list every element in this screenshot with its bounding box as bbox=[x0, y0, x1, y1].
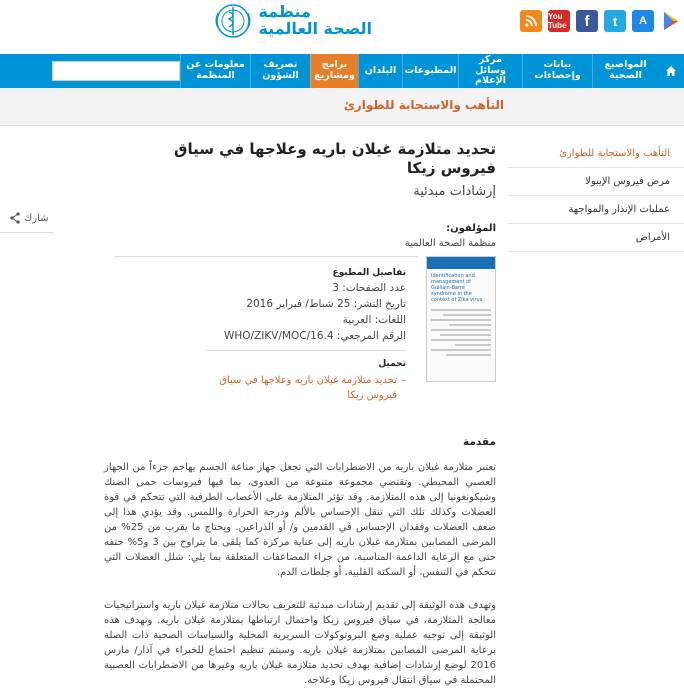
page-subtitle: إرشادات مبدئية bbox=[413, 183, 496, 199]
section-title[interactable]: التأهب والاستجابة للطوارئ bbox=[343, 98, 504, 112]
download-link[interactable] bbox=[206, 373, 406, 403]
nav-governance[interactable]: تصريف الشؤون bbox=[250, 54, 310, 88]
home-icon[interactable] bbox=[658, 54, 684, 88]
page-title: تحديد متلازمة غيلان باريه وعلاجها في سياق فيروس زيكا bbox=[174, 140, 496, 177]
section-banner bbox=[0, 88, 684, 126]
main-nav bbox=[0, 54, 684, 88]
twitter-icon[interactable]: t bbox=[604, 10, 626, 32]
thumbnail-text-lines bbox=[431, 309, 491, 356]
facebook-icon[interactable]: f bbox=[576, 10, 598, 32]
bullet-dash: – bbox=[401, 375, 406, 386]
nav-countries[interactable]: البلدان bbox=[358, 54, 402, 88]
nav-search bbox=[0, 54, 180, 88]
rss-icon[interactable] bbox=[520, 10, 542, 32]
details-divider bbox=[206, 350, 406, 351]
download-heading: تحميل bbox=[378, 359, 406, 369]
nav-programmes[interactable]: برامج ومشاريع bbox=[310, 54, 358, 88]
share-divider bbox=[0, 232, 54, 233]
sidebar bbox=[508, 140, 684, 252]
reference-number: الرقم المرجعي: WHO/ZIKV/MOC/16.4 bbox=[224, 330, 406, 342]
publication-date: تاريخ النشر: 25 شباط/ فبراير 2016 bbox=[246, 298, 406, 310]
social-links bbox=[520, 10, 682, 32]
logo-text bbox=[258, 4, 372, 38]
search-input[interactable] bbox=[52, 61, 180, 81]
intro-paragraph-1: تعتبر متلازمة غيلان باريه من الاضطرابات التي تجعل جهاز مناعة الجسم يهاجم جزءاً من الجهاز العصبي المحيطي. وتقتضي مجموعة متنوعة من العدوى، بما فيها فيروسات حمى الضنك وشيكونغونيا إلى هذه المتلازمة. وقد تؤثر المتلازمة على الأعصاب الطرفية التي تتحكم في قوة العضلات وكذلك تلك التي تنقل الإحساس بالألم ودرجة الحرارة واللمس. وقد يؤدي هذا إلى ضعف العضلات وفقدان الإحساس في القدمين و/ أو الذراعين. ويحتاج ما يقرب من 25% من المرضى المصابين بمتلازمة غيلان باريه إلى عناية مركزة كما يلقى ما يتراوح بين 3 و5% حتفه حتى مع الرعاية الداعمة المناسبة، من جراء المضاعفات المتعلقة بما يلي: شلل العضلات التي تتحكم في التنفس، أو السكتة القلبية، أو جلطات الدم. bbox=[104, 462, 496, 578]
nav-media-centre[interactable]: مركز وسائل الإعلام bbox=[458, 54, 522, 88]
nav-publications[interactable]: المطبوعات bbox=[402, 54, 458, 88]
sidebar-item-emergencies[interactable]: التأهب والاستجابة للطوارئ bbox=[508, 140, 684, 168]
sidebar-item-ebola[interactable]: مرض فيروس الإيبولا bbox=[508, 168, 684, 196]
youtube-icon[interactable]: You Tube bbox=[548, 10, 570, 32]
nav-health-topics[interactable]: المواضيع الصحية bbox=[592, 54, 658, 88]
app-store-icon[interactable]: A bbox=[632, 10, 654, 32]
pages-count: عدد الصفحات: 3 bbox=[332, 282, 406, 294]
main-content bbox=[116, 140, 496, 401]
publication-cover-thumbnail[interactable] bbox=[426, 256, 496, 382]
google-play-icon[interactable] bbox=[660, 10, 682, 32]
share-icon bbox=[10, 212, 20, 224]
details-heading: تفاصيل المطبوع bbox=[332, 268, 406, 278]
who-logo[interactable] bbox=[212, 2, 372, 40]
authors-heading: المؤلفون: bbox=[446, 222, 496, 234]
logo-line-1: منظمة bbox=[258, 2, 311, 22]
publication-details bbox=[206, 268, 406, 403]
nav-about-who[interactable]: معلومات عن المنظمة bbox=[180, 54, 250, 88]
sidebar-item-alert-response[interactable]: عمليات الإنذار والمواجهة bbox=[508, 196, 684, 224]
who-emblem-icon bbox=[212, 2, 254, 40]
publication-divider bbox=[114, 256, 418, 257]
authors-value: منظمة الصحة العالمية bbox=[404, 237, 496, 249]
share-label: شارك bbox=[24, 212, 49, 224]
languages: اللغات: العربية bbox=[342, 314, 406, 326]
nav-data-statistics[interactable]: بيانات وإحصاءات bbox=[522, 54, 592, 88]
logo-line-2: الصحة العالمية bbox=[258, 19, 372, 38]
share-button[interactable] bbox=[10, 212, 49, 224]
sidebar-item-diseases[interactable]: الأمراض bbox=[508, 224, 684, 252]
intro-paragraph-2: وتهدف هذه الوثيقة إلى تقديم إرشادات مبدئية للتعريف بحالات متلازمة غيلان باريه واستراتيجيات معالجة المتلازمة، في سياق فيروس زيكا واحتمال ارتباطها بمتلازمة غيلان باريه. وتهدف هذه الوثيقة إلى توجيه عملية وضع البروتوكولات السريرية المحلية والسياسات الصحية ذات الصلة برعاية المرضى المصابين بمتلازمة غيلان باريه. وسيتم تنظيم اجتماع للخبراء في آذار/ مارس 2016 لوضع إرشادات إضافية بهدف تحديد متلازمة غيلان باريه وغيرها من الاضطرابات العصبية المحتملة في سياق انتقال فيروس زيكا وعلاجه. bbox=[104, 600, 496, 686]
thumbnail-title: Identification and management of Guillain-Barré syndrome in the context of Zika virus bbox=[431, 273, 483, 303]
thumbnail-header bbox=[427, 257, 495, 269]
download-link-text[interactable]: تحديد متلازمة غيلان باريه وعلاجها في سياق فيروس زيكا bbox=[219, 375, 397, 401]
intro-heading: مقدمة bbox=[463, 436, 496, 448]
site-header bbox=[0, 0, 684, 54]
